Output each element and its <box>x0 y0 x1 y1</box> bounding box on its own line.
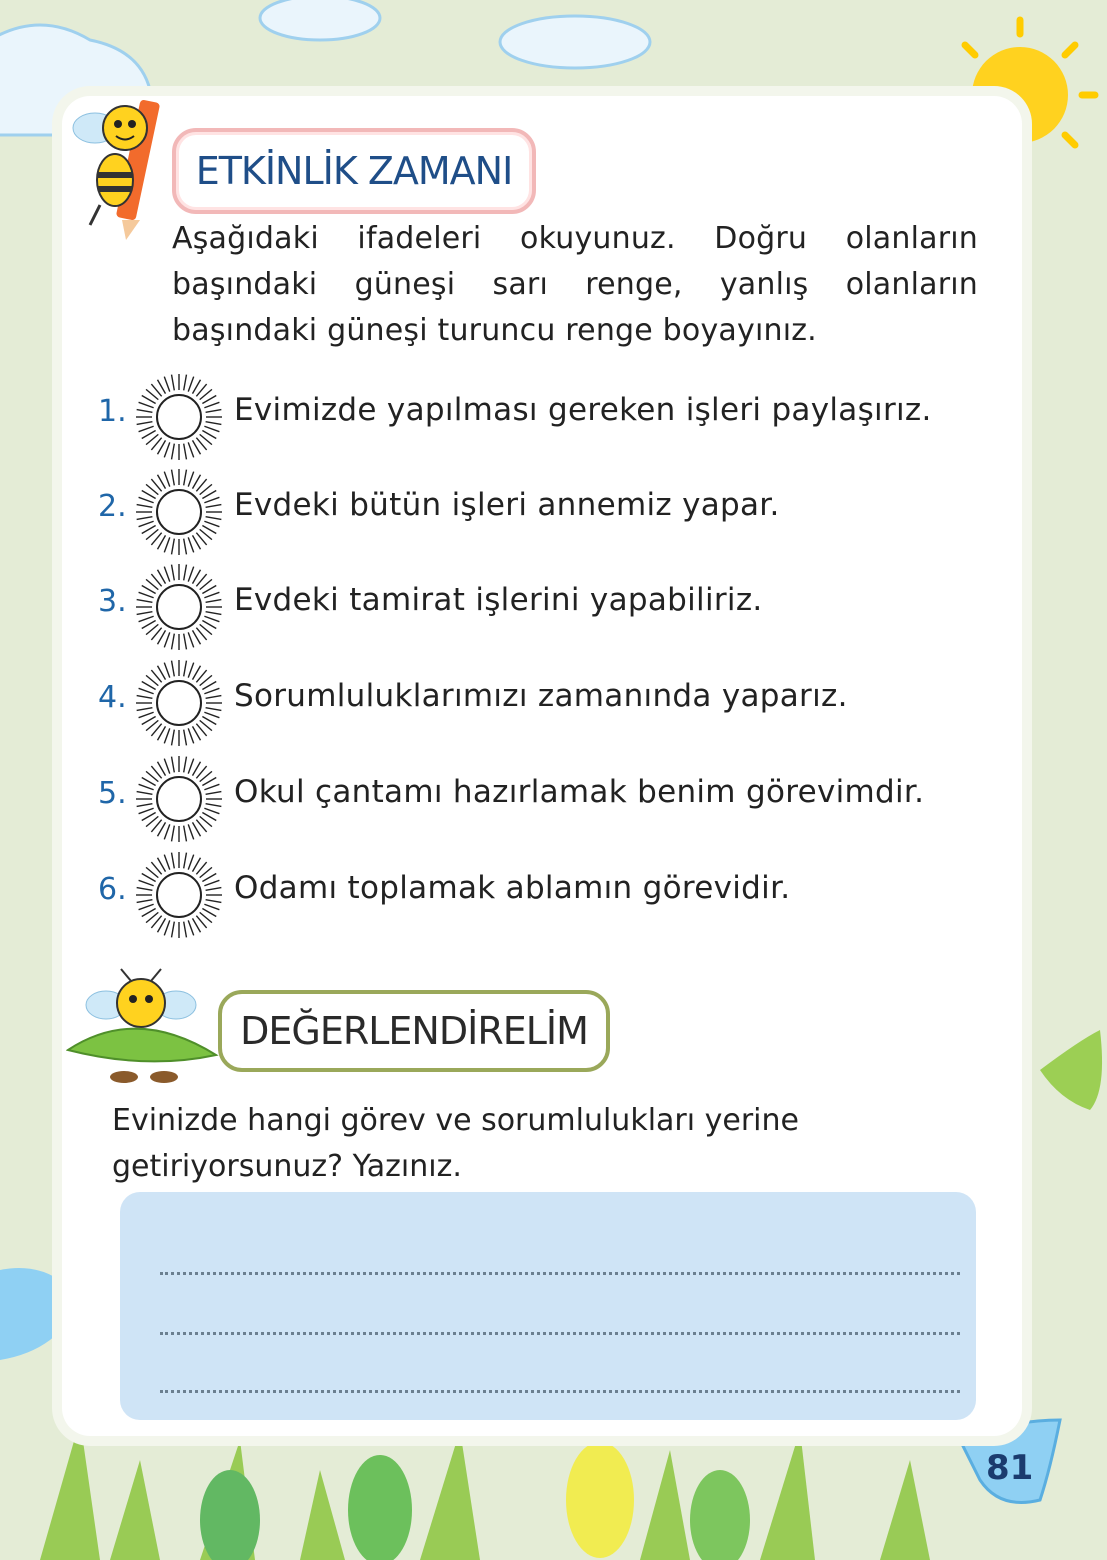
statement-item-1 <box>98 372 978 462</box>
statement-text: Evimizde yapılması gereken işleri paylaşırız. <box>234 392 932 428</box>
statement-item-2 <box>98 467 978 557</box>
evaluation-question: Evinizde hangi görev ve sorumlulukları yerine getiriyorsunuz? Yazınız. <box>112 1103 799 1184</box>
item-number: 3. <box>98 584 127 619</box>
answer-writing-area[interactable] <box>120 1192 976 1420</box>
statement-text: Evdeki tamirat işlerini yapabiliriz. <box>234 582 763 618</box>
answer-line[interactable] <box>160 1268 960 1275</box>
item-number: 2. <box>98 489 127 524</box>
sun-coloring-icon[interactable] <box>134 850 224 940</box>
sun-coloring-icon[interactable] <box>134 754 224 844</box>
answer-line[interactable] <box>160 1386 960 1393</box>
sun-coloring-icon[interactable] <box>134 467 224 557</box>
answer-line[interactable] <box>160 1328 960 1335</box>
sun-coloring-icon[interactable] <box>134 562 224 652</box>
sun-coloring-icon[interactable] <box>134 658 224 748</box>
item-number: 1. <box>98 394 127 429</box>
statement-text: Sorumluluklarımızı zamanında yaparız. <box>234 678 848 714</box>
statement-item-5 <box>98 754 978 844</box>
activity-title: ETKİNLİK ZAMANI <box>172 128 536 214</box>
green-butterfly-icon <box>1040 1030 1102 1110</box>
page-number: 81 <box>986 1448 1034 1488</box>
sun-coloring-icon[interactable] <box>134 372 224 462</box>
statement-text: Odamı toplamak ablamın görevidir. <box>234 870 791 906</box>
statement-text: Okul çantamı hazırlamak benim görevimdir. <box>234 774 925 810</box>
evaluation-title: DEĞERLENDİRELİM <box>218 990 610 1072</box>
instruction-text: Aşağıdaki ifadeleri okuyunuz. Doğru olanların başındaki güneşi sarı renge, yanlış olanların başındaki güneşi turuncu renge boyayınız. <box>172 221 978 348</box>
grass-decoration <box>40 1420 930 1560</box>
statement-item-3 <box>98 562 978 652</box>
item-number: 5. <box>98 776 127 811</box>
bee-on-leaf-icon <box>66 965 221 1090</box>
statement-item-4 <box>98 658 978 748</box>
statement-item-6 <box>98 850 978 940</box>
item-number: 6. <box>98 872 127 907</box>
statement-text: Evdeki bütün işleri annemiz yapar. <box>234 487 780 523</box>
item-number: 4. <box>98 680 127 715</box>
